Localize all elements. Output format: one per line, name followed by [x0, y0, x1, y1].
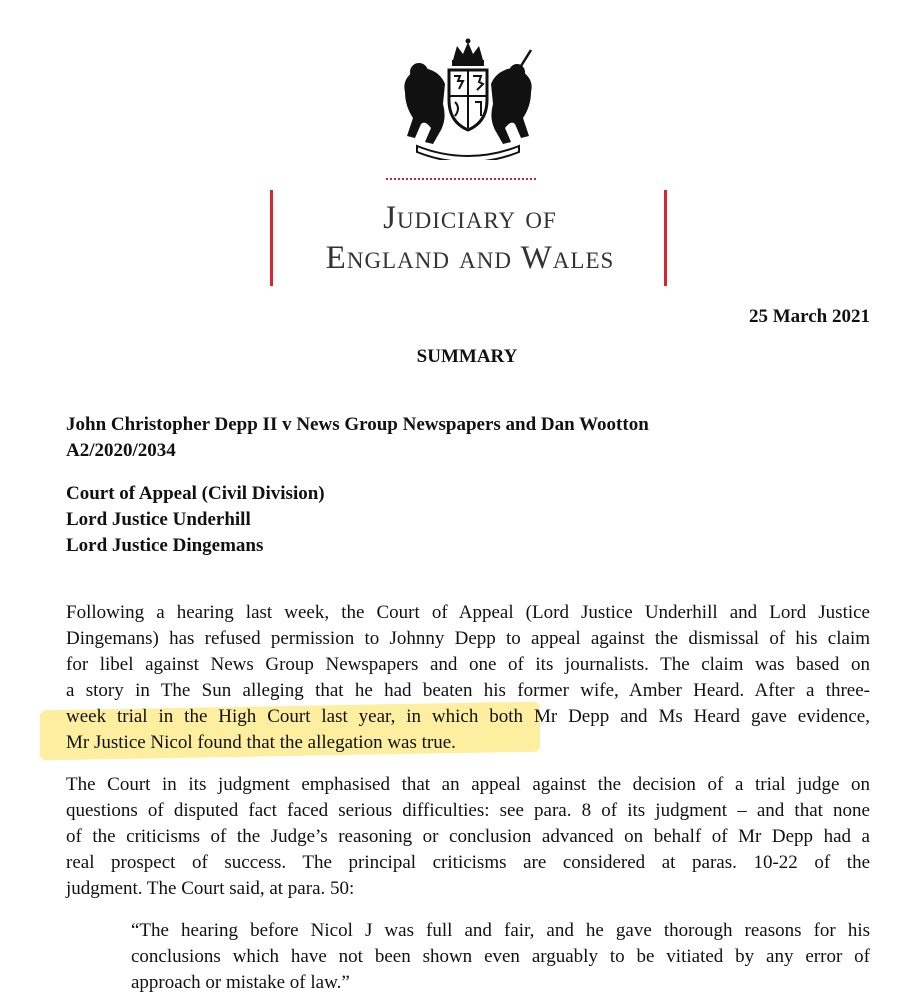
paragraph-1 — [66, 600, 870, 756]
paragraph-line: for libel against News Group Newspapers and one of its journalists. The claim was based on — [66, 654, 870, 675]
paragraph-line: a story in The Sun alleging that he had beaten his former wife, Amber Heard. After a three- — [66, 680, 870, 701]
judge-dingemans: Lord Justice Dingemans — [66, 535, 264, 556]
right-red-rule — [664, 190, 667, 286]
document-date: 25 March 2021 — [748, 306, 870, 327]
org-name-line1: Judiciary of — [383, 200, 557, 236]
highlighted-paragraph-line: Mr Justice Nicol found that the allegation was true. — [66, 732, 456, 753]
paragraph-line: The Court in its judgment emphasised that an appeal against the decision of a trial judge on — [66, 774, 870, 795]
org-name-line2: England and Wales — [325, 240, 615, 276]
case-heading — [66, 412, 649, 464]
court-division: Court of Appeal (Civil Division) — [66, 483, 325, 504]
org-name — [290, 198, 650, 278]
paragraph-2 — [66, 772, 870, 902]
paragraph-line: week trial in the High Court last year, in which both Mr Depp and Ms Heard gave evidence, — [66, 706, 870, 727]
case-name: John Christopher Depp II v News Group Newspapers and Dan Wootton — [66, 414, 649, 435]
judge-underhill: Lord Justice Underhill — [66, 509, 251, 530]
paragraph-line: judgment. The Court said, at para. 50: — [66, 878, 355, 899]
royal-coat-of-arms-icon — [397, 38, 539, 160]
quote-line: approach or mistake of law.” — [131, 972, 350, 993]
paragraph-line: real prospect of success. The principal criticisms are considered at paras. 10-22 of the — [66, 852, 870, 873]
paragraph-line: Dingemans) has refused permission to Johnny Depp to appeal against the dismissal of his claim — [66, 628, 870, 649]
page-title: SUMMARY — [416, 346, 518, 367]
block-quote — [131, 918, 870, 996]
paragraph-line: Following a hearing last week, the Court of Appeal (Lord Justice Underhill and Lord Justice — [66, 602, 870, 623]
dotted-divider — [386, 178, 536, 184]
court-heading — [66, 481, 325, 559]
left-red-rule — [270, 190, 273, 286]
paragraph-line: questions of disputed fact faced serious difficulties: see para. 8 of its judgment – and that none — [66, 800, 870, 821]
case-number: A2/2020/2034 — [66, 440, 176, 461]
paragraph-line: of the criticisms of the Judge’s reasoning or conclusion advanced on behalf of Mr Depp had a — [66, 826, 870, 847]
quote-line: conclusions which have not been shown even arguably to be vitiated by any error of — [131, 946, 870, 967]
quote-line: “The hearing before Nicol J was full and fair, and he gave thorough reasons for his — [131, 920, 870, 941]
